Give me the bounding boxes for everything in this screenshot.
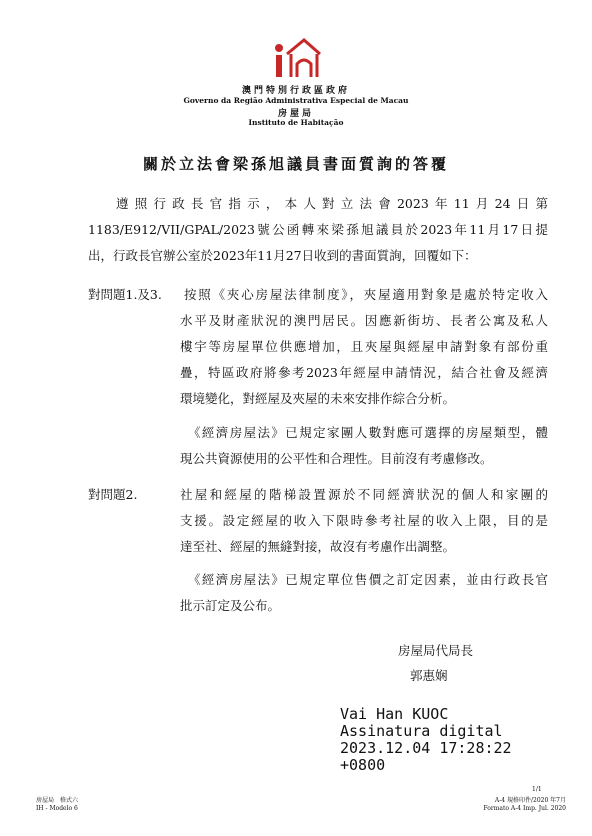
answer-line: 按照《夾心房屋法律制度》，夾屋適用對象是處於特定收入 — [184, 287, 548, 302]
intro-line: 出，行政長官辦公室於2023年11月27日收到的書面質詢，回覆如下： — [88, 248, 477, 263]
dept-name-pt: Instituto de Habitação — [248, 118, 344, 127]
page-number: 1/1 — [532, 786, 542, 793]
question-label: 對問題1.及3. — [88, 287, 162, 302]
signatory-role: 房屋局代局長 — [398, 643, 474, 658]
intro-line: 遵照行政長官指示，本人對立法會2023年11月24日第 — [116, 196, 548, 211]
footer-form-pt: IH - Modelo 6 — [36, 805, 78, 812]
answer-line: 批示訂定及公布。 — [180, 598, 281, 613]
answer-line: 現公共資源使用的公平性和合理性。目前沒有考慮修改。 — [180, 451, 493, 466]
answer-line: 環境變化，對經屋及夾屋的未來安排作綜合分析。 — [180, 391, 456, 406]
answer-q1-para1 — [180, 282, 548, 412]
footer-format-zh: A-4 規格印件/2020 年7月 — [494, 797, 566, 804]
answer-q1-para2 — [180, 420, 548, 472]
answer-q2-para2 — [180, 567, 548, 619]
answer-line: 支援。設定經屋的收入下限時參考社屋的收入上限，目的是 — [180, 513, 548, 528]
dept-name-zh: 房屋局 — [277, 109, 314, 119]
answer-line: 樓宇等房屋單位供應增加，且夾屋與經屋申請對象有部份重 — [180, 339, 548, 354]
answer-line: 水平及財產狀況的澳門居民。因應新街坊、長者公寓及私人 — [180, 313, 548, 328]
footer-format-pt: Formato A-4 Imp. Jul. 2020 — [483, 805, 566, 812]
intro-line: 1183/E912/VII/GPAL/2023號公函轉來梁孫旭議員於2023年11月17日提 — [88, 222, 548, 237]
org-name-pt: Governo da Região Administrativa Especial de Macau — [183, 96, 409, 105]
digital-signature: Vai Han KUOC Assinatura digital 2023.12.04 17:28:22 +0800 — [340, 705, 512, 774]
footer-form-zh: 房屋局 格式六 — [36, 797, 79, 804]
answer-line: 達至社、經屋的無縫對接，故沒有考慮作出調整。 — [180, 539, 456, 554]
answer-line: 疊，特區政府將參考2023年經屋申請情況，結合社會及經濟 — [180, 365, 548, 380]
signatory-name: 郭惠娴 — [410, 668, 448, 683]
intro-paragraph — [88, 191, 548, 269]
answer-q2-para1 — [180, 482, 548, 560]
org-name-zh: 澳門特別行政區政府 — [241, 86, 350, 96]
answer-line: 社屋和經屋的階梯設置源於不同經濟狀況的個人和家團的 — [180, 487, 548, 502]
ih-logo — [272, 32, 322, 80]
page-title: 關於立法會梁孫旭議員書面質詢的答覆 — [142, 155, 449, 173]
question-label: 對問題2. — [88, 487, 138, 502]
answer-line: 《經濟房屋法》已規定家團人數對應可選擇的房屋類型，體 — [188, 425, 548, 440]
answer-line: 《經濟房屋法》已規定單位售價之訂定因素，並由行政長官 — [188, 572, 548, 587]
